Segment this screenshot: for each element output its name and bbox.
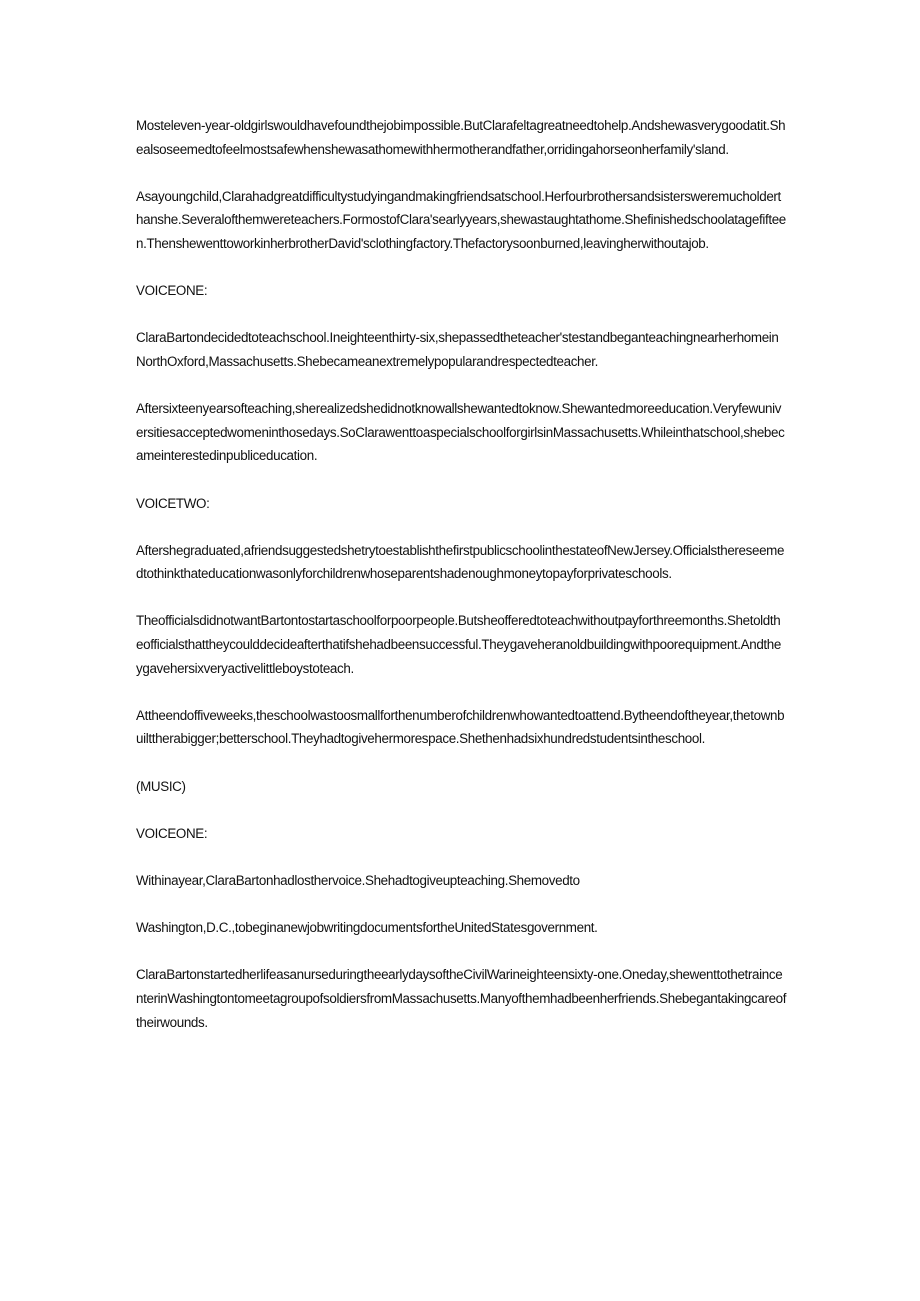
paragraph-washington-job: Washington,D.C.,tobeginanewjobwritingdocumentsfortheUnitedStatesgovernment.: [136, 920, 598, 936]
paragraph-school-growth: Attheendoffiveweeks,theschoolwastoosmallforthenumberofchildrenwhowantedtoattend.Bytheendoftheyear,thetownbuilttherabigger;betterschool.Theyhadtogivehermorespace.Shethenhadsixhundredstudentsintheschool.: [136, 707, 785, 747]
paragraph-more-education: Aftersixteenyearsofteaching,sherealizedshedidnotknowallshewantedtoknow.Shewantedmoreeducation.Veryfewuniversitiesacceptedwomeninthosedays.SoClarawenttoaspecialschoolforgirlsinMassachusetts.Whileinthatschool,shebecameinterestedinpubliceducation.: [136, 401, 785, 464]
document-page: [136, 114, 787, 1058]
paragraph-teaching-start: ClaraBartondecidedtoteachschool.Ineighteenthirty-​six,shepassedtheteacher'stestandbeganteachingnearherhomeinNorthOxford,Massachusetts.Shebecameanextremelypopularandrespectedteacher.: [136, 330, 779, 369]
paragraph-officials: TheofficialsdidnotwantBartontostartaschoolforpoorpeople.Butsheofferedtoteachwithoutpayforthreemonths.Shetoldtheofficialsthattheycoulddecideafterthatifshehadbeensuccessful.Theygaveheranoldbuildingwithpoorequipment.Andtheygavehersixveryactivelittleboystoteach.: [136, 613, 781, 676]
speaker-label-voice-one-2: VOICEONE:: [136, 825, 208, 841]
paragraph-childhood: Asayoungchild,Clarahadgreatdifficultystudyingandmakingfriendsatschool.Herfourbrothersandsistersweremucholderthanshe.Severalofthemwereteachers.FormostofClara'searlyyears,shewastaughtathome.Shefinishedschoolatagefifteen.ThenshewenttoworkinherbrotherDavid'sclothingfactory.Thefactorysoonburned,leavingherwithoutajob.: [136, 188, 786, 251]
paragraph-civil-war-nurse: ClaraBartonstartedherlifeasanurseduringtheearlydaysoftheCivilWarineighteensixty-​one.Oneday,shewenttothetraincenterinWashingtontomeetagroupofsoldiersfromMassachusetts.Manyofthemhadbeenherfriends.Shebegantakingcareoftheirwounds.: [136, 967, 787, 1030]
paragraph-intro-job: Mosteleven-year-​oldgirlswouldhavefoundthejobimpossible.ButClarafeltagreatneedtohelp.Andshewasverygoodatit.Shealsoseemedtofeelmostsafewhenshewasathomewithhermotherandfather,orridingahorseonherfamily'sland.: [136, 118, 786, 157]
speaker-label-voice-two: VOICETWO:: [136, 495, 210, 511]
speaker-label-voice-one: VOICEONE:: [136, 283, 208, 299]
paragraph-new-jersey: Aftershegraduated,afriendsuggestedshetrytoestablishthefirstpublicschoolinthestateofNewJersey.Officialsthereseemedtothinkthateducationwasonlyforchildrenwhoseparentshadenoughmoneytopayforprivateschools.: [136, 542, 785, 582]
stage-direction-music: (MUSIC): [136, 778, 186, 794]
paragraph-lost-voice: Withinayear,ClaraBartonhadlosthervoice.Shehadtogiveupteaching.Shemovedto: [136, 873, 580, 888]
